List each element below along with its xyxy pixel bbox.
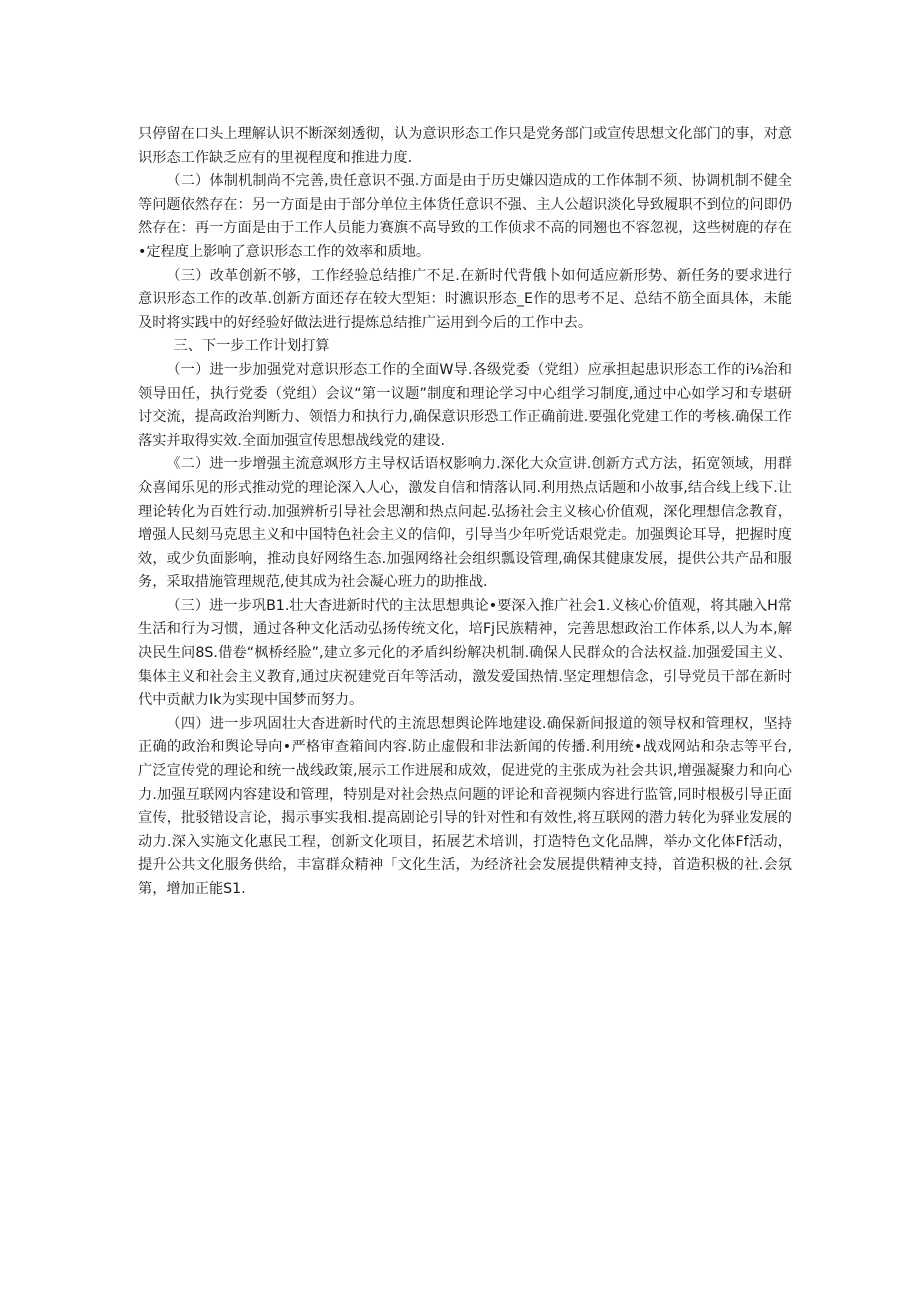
paragraph-continuation: 只停留在口头上理解认识不断深刻透彻，认为意识形态工作只是党务部门或宣传思想文化部门的事，对意识形态工作缺乏应有的里视程度和推进力度. <box>138 126 792 166</box>
paragraph-section-3-1: （一）进一步加强党对意识形态工作的全面W导.各级党委（党组）应承担起患识形态工作的i⅛治和领导田任，执行党委（党组）会议“第一议题”制度和理论学习中心组学习制度,通过中心如学习和专堪研讨交流，提高政治判断力、领悟力和执行力,确保意识形恐工作正确前进.要强化党建工作的考核.确保工作落实并取得实效.全面加强宣传思想战线党的建设. <box>138 361 792 449</box>
section-heading-3: 三、下一步工作计划打算 <box>173 338 330 355</box>
paragraph-section-3-3: （三）进一步巩B1.壮大杳进新时代的主汰思想典论•要深入推广社会1.义核心价值观，将其融入H常生活和行为习惯，通过各种文化活动弘扬传统文化，培Fj民族精神，完善思想政治工作体系,以人为本,解决民生问8S.借卷“枫桥经脸”,建立多元化的矛盾纠纷解决机制.确保人民群众的合法权益.加强爱国主义、集体主义和社会主义教育,通过庆祝建党百年等活动，激发爱国热情.坚定理想信念，引导党员干部在新时代中贡献力Ik为实现中国梦而努力。 <box>138 597 792 709</box>
paragraph-section-3-4: （四）进一步巩固壮大杳进新时代的主流思想舆论阵地建设.确保新间报道的领导权和管理权，坚持正确的政治和舆论导向•严格审查箱间内容.防止虚假和非法新闻的传播.利用统•战戏网站和杂志等平台,广泛宣传党的理论和统一战线政策,展示工作进展和成效，促进党的主张成为社会共识,增强凝聚力和向心力.加强互联网内容建设和管理，特别是对社会热点问题的评论和音视频内容进行监管,同时根极引导正面宣传，批驳错设言论，揭示事实我相.提高剧论引导的针对性和有效性,将互联网的潜力转化为驿业发展的动力.深入实施文化惠民工程，创新文化项目，拓展艺术培训，打造特色文化品牌，举办文化体Ff活动，提升公共文化服务供给，丰富群众精神「文化生活，为经济社会发展提供精神支持，首造积极的社.会氛第，增加正能S1. <box>138 715 792 897</box>
paragraph-section-2-2: （二）体制机制尚不完善,贵任意识不强.方面是由于历史嫌囚造成的工作体制不须、协调机制不健全等问题依然存在：另一方面是由于部分单位主体货任意识不强、主人公超识淡化导致履职不到位的问即仍然存在：再一方面是由于工作人员能力赛旗不高导致的工作侦求不高的同翘也不容忽视，这些树鹿的存在•定程度上影响了意识形态工作的效率和质地。 <box>138 173 792 260</box>
paragraph-section-2-3: （三）改革创新不够，工作经验总结推广不足.在新时代背俄卜如何适应新形势、新任务的要求进行意识形态工作的改革.创新方面还存在较大型矩：时瀌识形态_E作的思考不足、总结不筋全面具体，未能及时将实践中的好经验好做法进行提炼总结推广运用到今后的工作中去。 <box>138 267 792 331</box>
paragraph-section-3-2: 《二）进一步增强主流意飒形方主导权话语权影响力.深化大众宣讲.创新方式方法，拓宽领域，用群众喜闻乐见的形式推动党的理论深入人心，激发自信和情落认同.利用热点话题和小故事,结合线上线下.让理论转化为百姓行动.加强辨析引导社会思潮和热点问起.弘扬社会主义核心价值观，深化理想信念教育，增强人民刻马克思主义和中国特色社会主义的信仰，引导当少年听党话艰党走。加强舆论耳导，把握时度效，或少负面影响，推动良好网络生态.加强网络社会组织瓢设管理,确保其健康发展，提供公共产品和服务，采取措施管理规范,使其成为社会凝心班力的助推战. <box>138 456 792 591</box>
document-body <box>138 123 792 902</box>
